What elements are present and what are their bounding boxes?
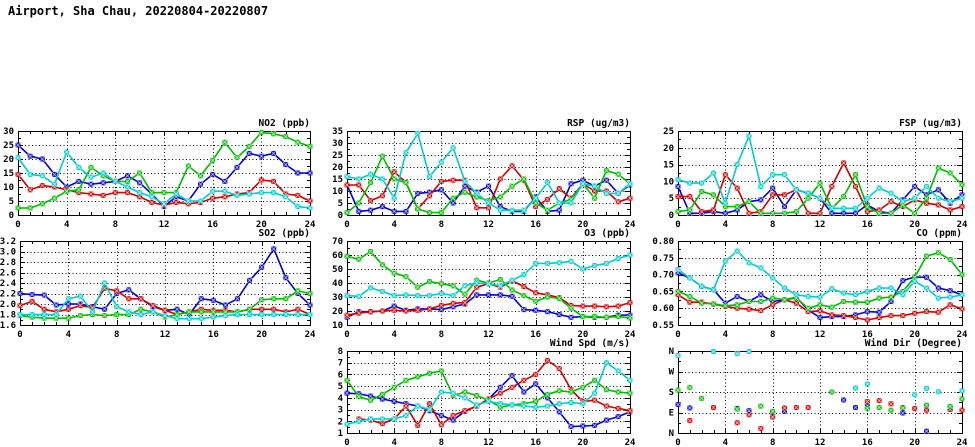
svg-text:4: 4 <box>63 220 70 230</box>
series-cyan <box>676 249 965 301</box>
series-cyan <box>345 360 633 427</box>
svg-text:2: 2 <box>337 417 343 428</box>
svg-text:15: 15 <box>3 169 14 179</box>
svg-text:W: W <box>668 367 674 378</box>
svg-text:8: 8 <box>438 438 445 447</box>
svg-text:0.75: 0.75 <box>652 253 674 264</box>
svg-text:6: 6 <box>337 370 343 381</box>
chart-title-wdir: Wind Dir (Degree) <box>864 338 962 349</box>
svg-text:16: 16 <box>861 438 873 447</box>
svg-text:20: 20 <box>577 438 589 447</box>
svg-text:24: 24 <box>304 330 316 340</box>
svg-text:0: 0 <box>675 438 681 447</box>
svg-text:0: 0 <box>337 211 343 221</box>
svg-text:24: 24 <box>956 438 968 447</box>
svg-text:15: 15 <box>332 175 343 185</box>
svg-text:3.2: 3.2 <box>0 237 16 247</box>
axis-labels <box>3 127 316 230</box>
svg-text:5: 5 <box>337 199 343 209</box>
chart-title-so2: SO2 (ppb) <box>258 228 310 239</box>
svg-text:60: 60 <box>332 251 343 261</box>
svg-text:N: N <box>668 347 674 357</box>
svg-text:70: 70 <box>332 237 343 247</box>
svg-text:0.70: 0.70 <box>652 270 674 281</box>
svg-text:4: 4 <box>391 220 397 230</box>
svg-text:4: 4 <box>391 330 397 340</box>
svg-text:10: 10 <box>332 321 343 331</box>
chart-title-wspd: Wind Spd (m/s) <box>549 338 630 349</box>
svg-text:24: 24 <box>956 220 968 230</box>
chart-co <box>652 237 968 340</box>
svg-text:5: 5 <box>668 194 674 205</box>
svg-text:25: 25 <box>332 151 343 161</box>
chart-wspd <box>338 347 636 447</box>
series-red <box>687 398 964 431</box>
svg-text:4: 4 <box>722 330 729 340</box>
series-red <box>18 286 313 317</box>
svg-text:8: 8 <box>438 220 445 230</box>
svg-text:8: 8 <box>113 330 120 340</box>
svg-text:2.8: 2.8 <box>0 258 16 268</box>
svg-text:12: 12 <box>159 330 171 340</box>
chart-title-fsp: FSP (ug/m3) <box>899 118 962 129</box>
svg-text:20: 20 <box>909 330 921 340</box>
page-title: Airport, Sha Chau, 20220804-20220807 <box>8 4 269 18</box>
svg-text:2.6: 2.6 <box>0 268 16 279</box>
svg-text:0: 0 <box>344 438 350 447</box>
svg-text:16: 16 <box>207 220 219 230</box>
svg-text:16: 16 <box>861 330 873 340</box>
svg-text:30: 30 <box>332 293 343 303</box>
svg-text:0: 0 <box>344 330 350 340</box>
svg-text:20: 20 <box>255 220 267 230</box>
svg-text:16: 16 <box>530 438 542 447</box>
svg-text:25: 25 <box>3 141 14 151</box>
svg-text:20: 20 <box>3 155 14 165</box>
svg-text:16: 16 <box>530 220 542 230</box>
svg-text:10: 10 <box>663 177 674 188</box>
axis-labels <box>332 127 636 230</box>
chart-so2 <box>0 237 316 340</box>
series-blue <box>16 143 313 210</box>
svg-text:30: 30 <box>3 127 14 137</box>
chart-title-o3: O3 (ppb) <box>584 228 630 239</box>
svg-text:20: 20 <box>332 163 343 173</box>
svg-text:4: 4 <box>337 393 343 404</box>
series-blue <box>676 397 953 433</box>
svg-text:40: 40 <box>332 279 343 289</box>
svg-text:10: 10 <box>332 187 343 197</box>
svg-text:2.0: 2.0 <box>0 300 16 310</box>
svg-text:0.65: 0.65 <box>652 287 674 298</box>
chart-no2 <box>3 127 316 230</box>
svg-text:24: 24 <box>304 220 316 230</box>
svg-text:8: 8 <box>769 330 776 340</box>
svg-text:4: 4 <box>65 330 72 340</box>
svg-text:25: 25 <box>663 127 674 137</box>
gridlines <box>678 351 962 433</box>
svg-text:16: 16 <box>861 220 873 230</box>
series-green <box>676 250 965 310</box>
series-cyan <box>676 349 965 397</box>
svg-text:20: 20 <box>577 220 589 230</box>
series-cyan <box>345 253 633 299</box>
svg-text:50: 50 <box>332 265 343 275</box>
svg-text:20: 20 <box>256 330 268 340</box>
axis-labels <box>332 237 636 340</box>
chart-o3 <box>332 237 636 340</box>
svg-text:8: 8 <box>769 438 776 447</box>
svg-text:4: 4 <box>722 438 729 447</box>
svg-text:16: 16 <box>530 330 542 340</box>
chart-title-rsp: RSP (ug/m3) <box>567 118 630 129</box>
series-green <box>676 385 965 414</box>
chart-title-co: CO (ppm) <box>916 228 962 239</box>
svg-text:4: 4 <box>391 438 397 447</box>
svg-text:5: 5 <box>337 382 343 393</box>
svg-text:0: 0 <box>675 330 681 340</box>
svg-text:30: 30 <box>332 139 343 149</box>
svg-text:20: 20 <box>909 438 921 447</box>
svg-text:12: 12 <box>158 220 170 230</box>
series-cyan <box>18 281 313 322</box>
svg-text:12: 12 <box>483 330 494 340</box>
svg-text:S: S <box>668 388 674 398</box>
svg-text:24: 24 <box>956 330 968 340</box>
svg-text:0: 0 <box>17 330 23 340</box>
svg-text:15: 15 <box>663 160 674 171</box>
svg-text:7: 7 <box>337 358 343 369</box>
svg-text:0.60: 0.60 <box>652 304 674 315</box>
svg-text:3.0: 3.0 <box>0 247 16 258</box>
axis-labels <box>669 347 968 447</box>
svg-text:10: 10 <box>3 183 14 193</box>
svg-text:E: E <box>668 408 674 419</box>
svg-text:1: 1 <box>337 429 343 439</box>
svg-text:0: 0 <box>15 220 21 230</box>
svg-text:N: N <box>668 429 674 439</box>
svg-text:12: 12 <box>814 438 826 447</box>
svg-text:8: 8 <box>438 330 445 340</box>
svg-text:0: 0 <box>675 220 681 230</box>
svg-text:24: 24 <box>624 438 636 447</box>
chart-fsp <box>663 127 968 230</box>
svg-text:0: 0 <box>344 220 350 230</box>
svg-text:12: 12 <box>814 220 826 230</box>
chart-rsp <box>332 127 636 230</box>
svg-text:5: 5 <box>8 197 14 207</box>
svg-text:20: 20 <box>332 307 343 317</box>
svg-text:4: 4 <box>722 220 729 230</box>
svg-text:8: 8 <box>337 347 343 357</box>
svg-text:24: 24 <box>624 220 636 230</box>
svg-text:12: 12 <box>483 438 494 447</box>
svg-text:8: 8 <box>112 220 119 230</box>
svg-text:24: 24 <box>624 330 636 340</box>
chart-title-no2: NO2 (ppb) <box>258 118 310 129</box>
svg-text:2.2: 2.2 <box>0 289 16 300</box>
svg-text:1.8: 1.8 <box>0 310 16 321</box>
chart-wdir <box>669 347 968 447</box>
svg-text:0: 0 <box>8 211 14 221</box>
svg-text:12: 12 <box>814 330 826 340</box>
svg-text:1.6: 1.6 <box>0 321 16 331</box>
svg-text:8: 8 <box>769 220 776 230</box>
svg-text:2.4: 2.4 <box>0 279 16 289</box>
svg-text:0: 0 <box>668 211 674 221</box>
svg-text:16: 16 <box>207 330 219 340</box>
svg-text:20: 20 <box>909 220 921 230</box>
svg-text:20: 20 <box>577 330 589 340</box>
svg-text:20: 20 <box>663 143 674 154</box>
svg-text:0.80: 0.80 <box>652 237 674 247</box>
svg-text:0.55: 0.55 <box>652 321 674 331</box>
svg-text:3: 3 <box>337 405 343 416</box>
svg-text:12: 12 <box>483 220 494 230</box>
svg-text:35: 35 <box>332 127 343 137</box>
axis-labels <box>663 127 968 230</box>
